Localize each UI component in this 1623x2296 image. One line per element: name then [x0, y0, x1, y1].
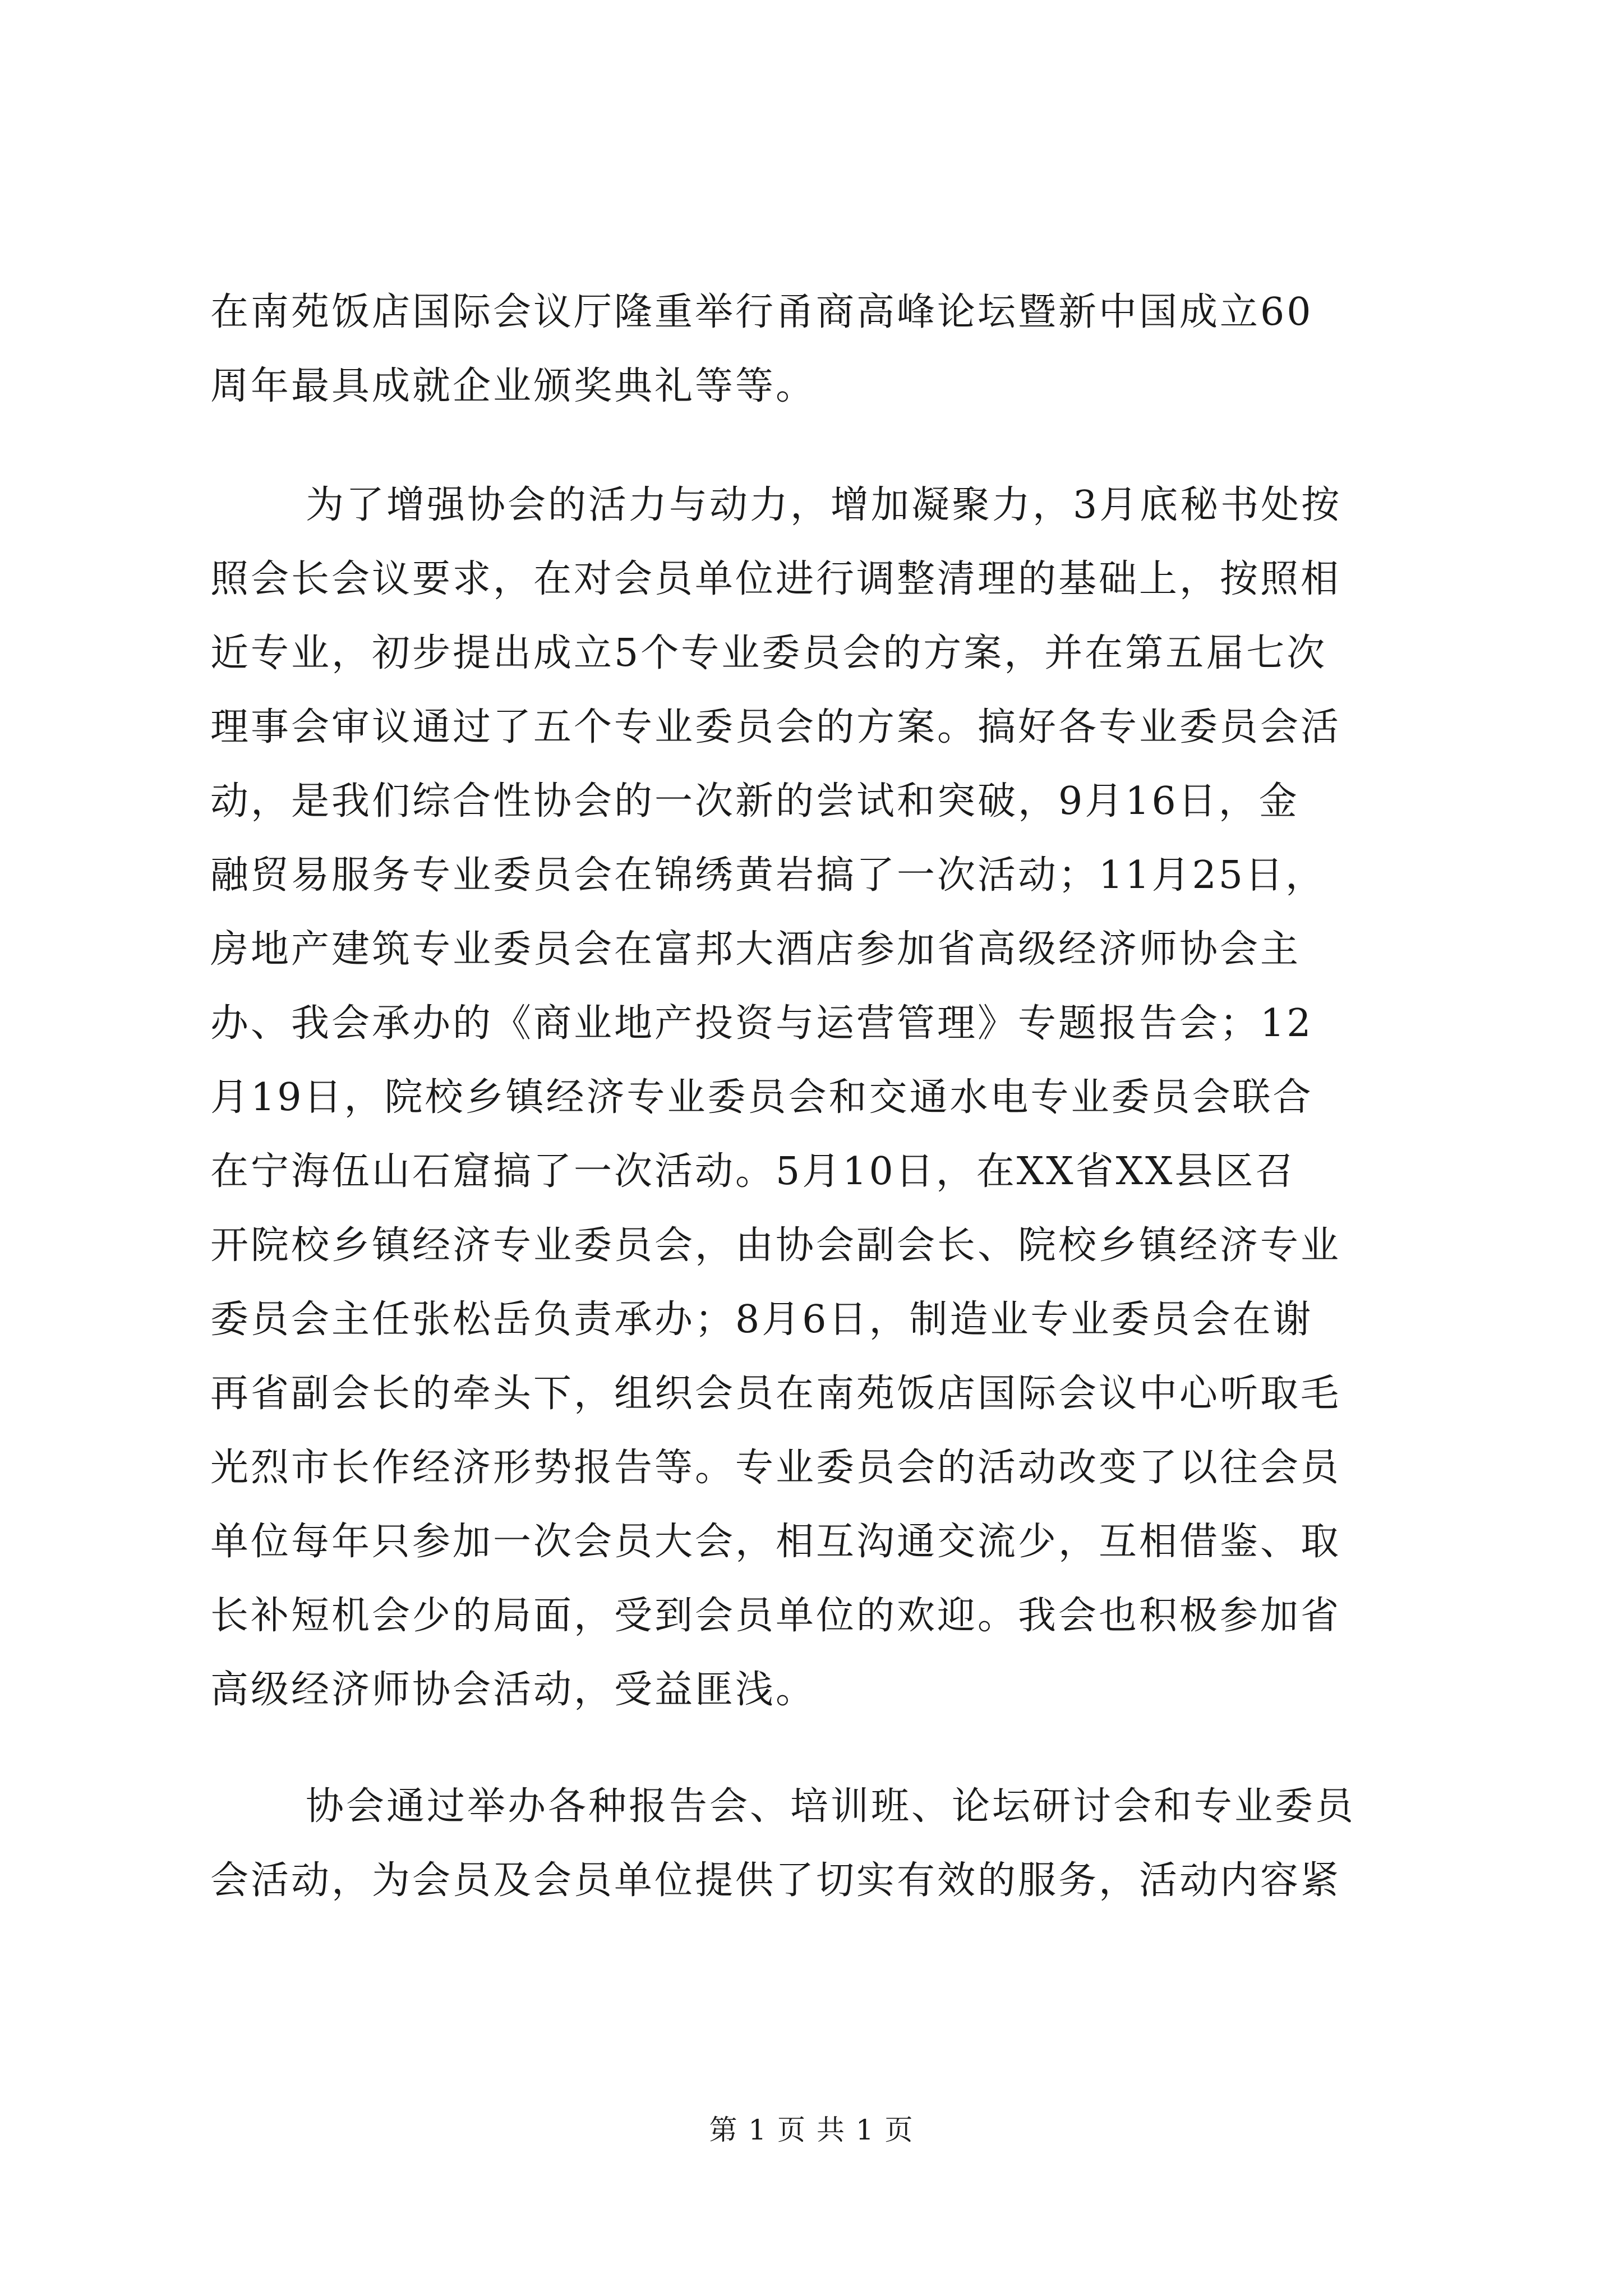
- paragraph-2-line-15: 单位每年只参加一次会员大会，相互沟通交流少，互相借鉴、取: [210, 1520, 1341, 1564]
- page-number-footer: 第 1 页 共 1 页: [709, 2114, 914, 2146]
- paragraph-2-line-14: 光烈市长作经济形势报告等。专业委员会的活动改变了以往会员: [210, 1446, 1341, 1490]
- paragraph-3-line-1: 协会通过举办各种报告会、培训班、论坛研讨会和专业委员: [306, 1784, 1356, 1829]
- paragraph-2-line-9: 月19日，院校乡镇经济专业委员会和交通水电专业委员会联合: [210, 1075, 1313, 1120]
- paragraph-2-line-13: 再省副会长的牵头下，组织会员在南苑饭店国际会议中心听取毛: [210, 1372, 1341, 1416]
- paragraph-2-line-7: 房地产建筑专业委员会在富邦大酒店参加省高级经济师协会主: [210, 927, 1301, 972]
- paragraph-2-line-4: 理事会审议通过了五个专业委员会的方案。搞好各专业委员会活: [210, 705, 1341, 749]
- paragraph-2-line-10: 在宁海伍山石窟搞了一次活动。5月10日，在XX省XX县区召: [210, 1149, 1296, 1194]
- paragraph-2-line-5: 动，是我们综合性协会的一次新的尝试和突破，9月16日，金: [210, 779, 1299, 823]
- paragraph-1-line-2: 周年最具成就企业颁奖典礼等等。: [210, 364, 817, 408]
- paragraph-2-line-2: 照会长会议要求，在对会员单位进行调整清理的基础上，按照相: [210, 557, 1341, 601]
- paragraph-3-line-2: 会活动，为会员及会员单位提供了切实有效的服务，活动内容紧: [210, 1858, 1341, 1903]
- paragraph-2-line-6: 融贸易服务专业委员会在锦绣黄岩搞了一次活动；11月25日，: [210, 853, 1326, 898]
- paragraph-2-line-16: 长补短机会少的局面，受到会员单位的欢迎。我会也积极参加省: [210, 1594, 1341, 1638]
- paragraph-1-line-1: 在南苑饭店国际会议厅隆重举行甬商高峰论坛暨新中国成立60: [210, 290, 1313, 334]
- paragraph-2-line-8: 办、我会承办的《商业地产投资与运营管理》专题报告会；12: [210, 1001, 1313, 1046]
- paragraph-2-line-3: 近专业，初步提出成立5个专业委员会的方案，并在第五届七次: [210, 631, 1327, 675]
- paragraph-2-line-17: 高级经济师协会活动，受益匪浅。: [210, 1668, 817, 1712]
- paragraph-2-line-12: 委员会主任张松岳负责承办；8月6日，制造业专业委员会在谢: [210, 1297, 1313, 1342]
- paragraph-2-line-1: 为了增强协会的活力与动力，增加凝聚力，3月底秘书处按: [306, 483, 1342, 527]
- paragraph-2-line-11: 开院校乡镇经济专业委员会，由协会副会长、院校乡镇经济专业: [210, 1223, 1341, 1268]
